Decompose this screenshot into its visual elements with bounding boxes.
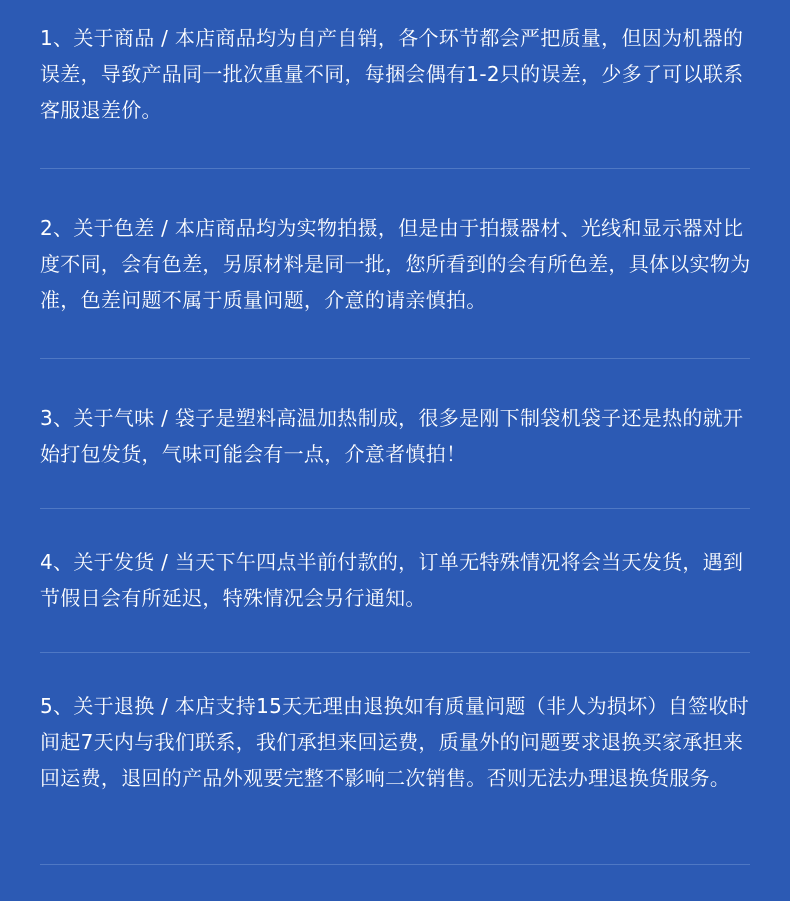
notice-smell: 3、关于气味 / 袋子是塑料高温加热制成，很多是刚下制袋机袋子还是热的就开始打包发货，气味可能会有一点，介意者慎拍！ bbox=[40, 406, 744, 466]
divider bbox=[40, 652, 750, 653]
divider bbox=[40, 168, 750, 169]
notice-shipping: 4、关于发货 / 当天下午四点半前付款的，订单无特殊情况将会当天发货，遇到节假日会有所延迟，特殊情况会另行通知。 bbox=[40, 550, 744, 610]
notice-product: 1、关于商品 / 本店商品均为自产自销，各个环节都会严把质量，但因为机器的误差，导致产品同一批次重量不同，每捆会偶有1-2只的误差，少多了可以联系客服退差价。 bbox=[40, 26, 744, 122]
divider bbox=[40, 358, 750, 359]
notice-color-difference: 2、关于色差 / 本店商品均为实物拍摄，但是由于拍摄器材、光线和显示器对比度不同，会有色差，另原材料是同一批，您所看到的会有所色差，具体以实物为准，色差问题不属于质量问题，介意的请亲慎拍。 bbox=[40, 216, 751, 312]
divider bbox=[40, 508, 750, 509]
divider bbox=[40, 864, 750, 865]
notice-returns: 5、关于退换 / 本店支持15天无理由退换如有质量问题（非人为损坏）自签收时间起7天内与我们联系，我们承担来回运费，质量外的问题要求退换买家承担来回运费，退回的产品外观要完整不影响二次销售。否则无法办理退换货服务。 bbox=[40, 694, 750, 790]
